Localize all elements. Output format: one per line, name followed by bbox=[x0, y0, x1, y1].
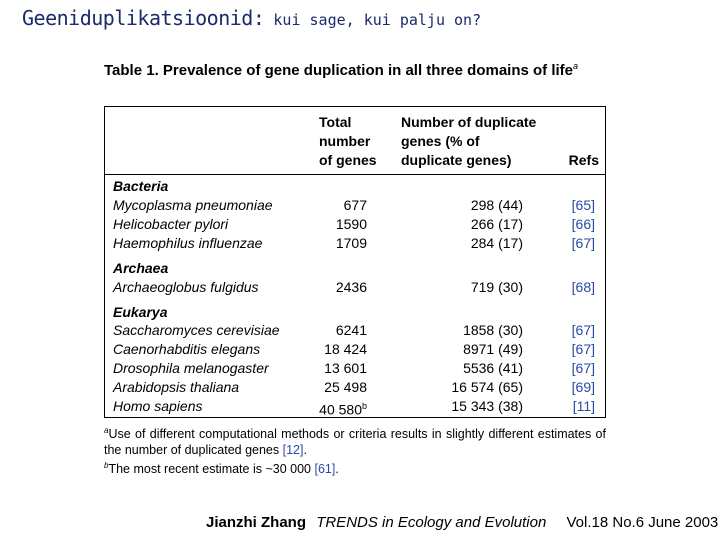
total-genes: 25 498 bbox=[324, 379, 367, 395]
reference-link[interactable]: [67] bbox=[571, 235, 595, 251]
footnote-a-ref[interactable]: [12] bbox=[282, 443, 304, 458]
duplicate-genes: 8971 (49) bbox=[463, 341, 523, 357]
caption-footnote-mark: a bbox=[573, 61, 579, 71]
reference-link[interactable]: [65] bbox=[571, 197, 595, 213]
duplicate-genes: 266 (17) bbox=[470, 216, 523, 232]
footnote-a-end: . bbox=[303, 443, 307, 458]
organism-name: Drosophila melanogaster bbox=[113, 360, 269, 376]
footnote-a bbox=[104, 423, 606, 458]
table-row bbox=[105, 234, 605, 253]
total-genes bbox=[315, 397, 367, 420]
table-caption-text: Table 1. Prevalence of gene duplication in all three domains of life bbox=[104, 62, 573, 79]
duplicate-genes: 1858 (30) bbox=[463, 322, 523, 338]
organism-name: Homo sapiens bbox=[113, 398, 203, 414]
credit-author: Jianzhi Zhang bbox=[206, 514, 307, 531]
total-genes: 18 424 bbox=[324, 341, 367, 357]
header-divider bbox=[105, 174, 605, 175]
slide-title bbox=[22, 6, 481, 30]
credit-journal: TRENDS in Ecology and Evolution bbox=[316, 514, 547, 531]
credit-volume: Vol.18 No.6 June 2003 bbox=[566, 514, 719, 531]
table-footnotes bbox=[104, 423, 606, 477]
footnote-b-text: The most recent estimate is ~30 000 bbox=[108, 462, 315, 477]
group-heading bbox=[105, 259, 605, 278]
duplicate-genes: 298 (44) bbox=[470, 197, 523, 213]
reference-link[interactable]: [69] bbox=[571, 379, 595, 395]
footnote-a-mark: a bbox=[104, 426, 109, 435]
duplicate-genes: 5536 (41) bbox=[463, 360, 523, 376]
table-caption bbox=[104, 57, 612, 80]
duplicate-genes: 284 (17) bbox=[470, 235, 523, 251]
total-genes: 677 bbox=[343, 197, 367, 213]
footnote-b-ref[interactable]: [61] bbox=[314, 462, 336, 477]
total-genes-value: 40 580 bbox=[319, 401, 362, 418]
organism-name: Arabidopsis thaliana bbox=[113, 379, 240, 395]
organism-name: Haemophilus influenzae bbox=[113, 235, 263, 251]
total-genes: 1590 bbox=[335, 216, 367, 232]
header-refs: Refs bbox=[568, 152, 599, 168]
total-genes: 13 601 bbox=[324, 360, 367, 376]
footnote-b-mark: b bbox=[104, 461, 109, 471]
organism-name: Saccharomyces cerevisiae bbox=[113, 322, 280, 338]
group-heading bbox=[105, 177, 605, 196]
slide-title-main: Geeniduplikatsioonid: bbox=[22, 6, 265, 30]
footnote-b-end: . bbox=[335, 462, 339, 477]
header-duplicate-genes: Number of duplicate genes (% of duplicate genes) bbox=[401, 114, 537, 168]
slide-subtitle: kui sage, kui palju on? bbox=[264, 11, 482, 29]
organism-name: Caenorhabditis elegans bbox=[113, 341, 261, 357]
organism-name: Archaeoglobus fulgidus bbox=[113, 279, 259, 295]
table-row bbox=[105, 196, 605, 215]
table-row bbox=[105, 215, 605, 234]
group-name-eukarya: Eukarya bbox=[113, 304, 168, 320]
group-heading bbox=[105, 303, 605, 322]
table-row bbox=[105, 378, 605, 397]
header-total-genes: Total number of genes bbox=[319, 114, 377, 168]
reference-link[interactable]: [11] bbox=[572, 398, 595, 414]
total-genes: 6241 bbox=[335, 322, 367, 338]
source-credit bbox=[206, 514, 718, 531]
footnote-a-text: Use of different computational methods or criteria results in slightly different estimates of the number of duplicated genes bbox=[104, 427, 606, 458]
duplicate-genes: 16 574 (65) bbox=[451, 379, 523, 395]
group-name-bacteria: Bacteria bbox=[113, 178, 169, 194]
total-genes: 2436 bbox=[335, 279, 367, 295]
duplicate-genes: 15 343 (38) bbox=[451, 398, 523, 414]
reference-link[interactable]: [67] bbox=[571, 322, 595, 338]
table-row bbox=[105, 397, 605, 416]
organism-name: Helicobacter pylori bbox=[113, 216, 229, 232]
footnote-b bbox=[104, 458, 606, 477]
table-row bbox=[105, 278, 605, 297]
duplicate-genes: 719 (30) bbox=[470, 279, 523, 295]
table-row bbox=[105, 321, 605, 340]
total-footnote-mark: b bbox=[361, 401, 367, 411]
data-table bbox=[104, 106, 606, 418]
reference-link[interactable]: [67] bbox=[571, 341, 595, 357]
reference-link[interactable]: [68] bbox=[571, 279, 595, 295]
reference-link[interactable]: [67] bbox=[571, 360, 595, 376]
table-row bbox=[105, 359, 605, 378]
total-genes: 1709 bbox=[335, 235, 367, 251]
organism-name: Mycoplasma pneumoniae bbox=[113, 197, 273, 213]
table-row bbox=[105, 340, 605, 359]
reference-link[interactable]: [66] bbox=[571, 216, 595, 232]
group-name-archaea: Archaea bbox=[113, 260, 169, 276]
